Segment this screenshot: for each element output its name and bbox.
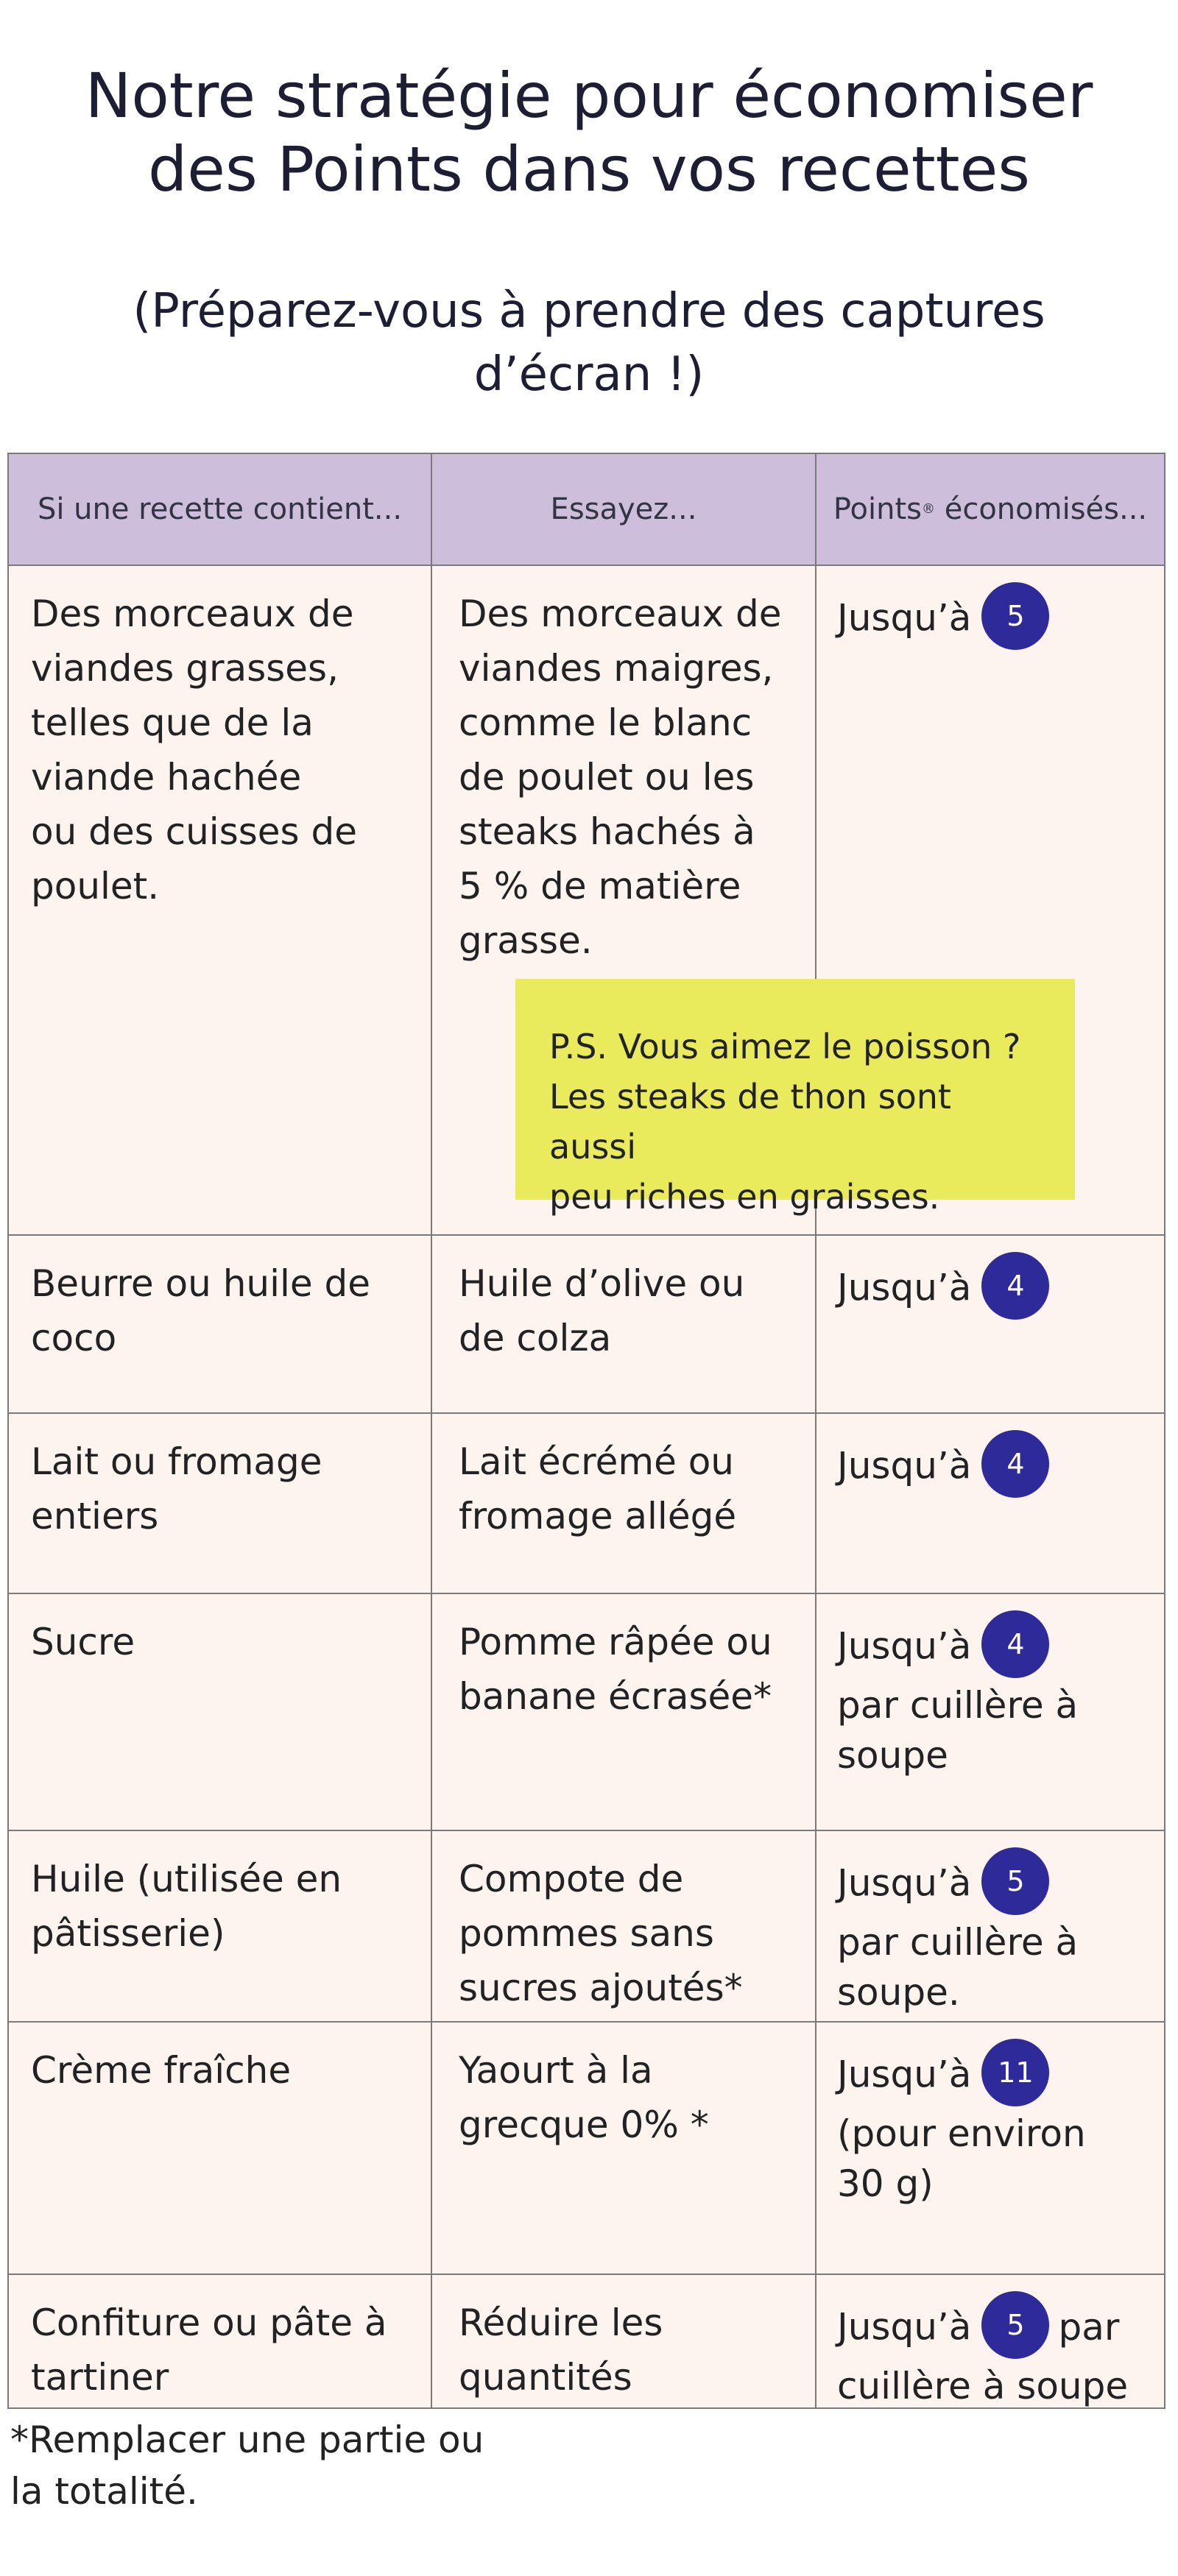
points-detail-line: soupe — [837, 1734, 948, 1777]
table-row — [9, 2023, 1165, 2275]
cell-line: Huile (utilisée en — [31, 1858, 342, 1900]
points-line — [837, 1256, 1143, 1324]
cell-line: grecque 0% * — [459, 2103, 709, 2146]
footnote-line: la totalité. — [10, 2470, 198, 2513]
cell-recipe-ingredient — [9, 2275, 432, 2409]
substitution-table — [7, 453, 1165, 2409]
cell-line: Lait écrémé ou — [459, 1440, 734, 1483]
title-line-1: Notre stratégie pour économiser — [85, 60, 1093, 132]
note-line: peu riches en graisses. — [549, 1177, 940, 1217]
cell-substitute — [432, 2023, 817, 2275]
points-badge: 5 — [981, 582, 1049, 650]
header-cell-try — [432, 454, 817, 566]
header-points-suffix: économisés... — [944, 492, 1148, 526]
table-header-row — [9, 454, 1165, 566]
points-badge: 4 — [981, 1252, 1049, 1320]
cell-line: banane écrasée* — [459, 1675, 772, 1718]
points-badge: 4 — [981, 1610, 1049, 1678]
points-detail-line: (pour environ — [837, 2112, 1086, 2155]
cell-line: fromage allégé — [459, 1495, 737, 1538]
cell-line: grasse. — [459, 919, 593, 962]
table-row — [9, 1594, 1165, 1831]
table-row — [9, 1236, 1165, 1414]
cell-line: viandes maigres, — [459, 647, 774, 690]
points-badge: 11 — [981, 2039, 1049, 2106]
cell-line: Beurre ou huile de — [31, 1262, 371, 1305]
points-detail-line: 30 g) — [837, 2162, 934, 2205]
points-line — [837, 1615, 1143, 1682]
points-line — [837, 2296, 1143, 2363]
cell-line: 5 % de matière — [459, 865, 741, 907]
header-cell-points — [817, 454, 1165, 566]
cell-line: pâtisserie) — [31, 1912, 225, 1955]
cell-recipe-ingredient — [9, 1236, 432, 1414]
cell-line: tartiner — [31, 2356, 169, 2399]
cell-recipe-ingredient — [9, 566, 432, 1236]
cell-points-saved — [817, 2023, 1165, 2275]
cell-line: de poulet ou les — [459, 756, 755, 799]
cell-line: steaks hachés à — [459, 810, 755, 853]
points-prefix: Jusqu’à — [837, 1266, 972, 1309]
points-line — [837, 2043, 1143, 2111]
subtitle-line-2: d’écran !) — [473, 347, 705, 402]
header-recipe-label: Si une recette contient... — [37, 492, 403, 526]
cell-line: viande hachée — [31, 756, 302, 799]
points-prefix: Jusqu’à — [837, 2305, 972, 2349]
cell-line: Crème fraîche — [31, 2049, 292, 2092]
cell-line: telles que de la — [31, 701, 314, 744]
cell-line: poulet. — [31, 865, 160, 907]
cell-points-saved — [817, 1831, 1165, 2023]
cell-line: pommes sans — [459, 1912, 714, 1955]
cell-line: Yaourt à la — [459, 2049, 653, 2092]
points-prefix: Jusqu’à — [837, 1444, 972, 1487]
cell-line: Confiture ou pâte à — [31, 2301, 387, 2344]
cell-recipe-ingredient — [9, 1831, 432, 2023]
points-detail-line: cuillère à soupe — [837, 2365, 1129, 2407]
points-badge: 4 — [981, 1430, 1049, 1498]
footnote-line: *Remplacer une partie ou — [10, 2418, 484, 2461]
cell-line: quantités — [459, 2356, 632, 2399]
points-badge: 5 — [981, 1847, 1049, 1915]
header-cell-recipe — [9, 454, 432, 566]
points-detail-line: soupe. — [837, 1971, 960, 2014]
table-row — [9, 1831, 1165, 2023]
header-points-label: Points — [833, 492, 922, 526]
cell-line: comme le blanc — [459, 701, 752, 744]
note-line: P.S. Vous aimez le poisson ? — [549, 1027, 1021, 1066]
cell-line: Huile d’olive ou — [459, 1262, 745, 1305]
points-line — [837, 587, 1143, 654]
cell-points-saved — [817, 1236, 1165, 1414]
cell-substitute — [432, 1831, 817, 2023]
subtitle-line-1: (Préparez-vous à prendre des captures — [133, 284, 1045, 339]
cell-line: entiers — [31, 1495, 159, 1538]
title-line-2: des Points dans vos recettes — [147, 133, 1031, 205]
cell-line: Des morceaux de — [459, 592, 782, 635]
cell-recipe-ingredient — [9, 1594, 432, 1831]
points-prefix: Jusqu’à — [837, 596, 972, 640]
points-inline-suffix: par — [1058, 2305, 1120, 2349]
cell-line: Lait ou fromage — [31, 1440, 322, 1483]
points-badge: 5 — [981, 2291, 1049, 2359]
points-prefix: Jusqu’à — [837, 1861, 972, 1905]
cell-line: Compote de — [459, 1858, 684, 1900]
points-detail-line: par cuillère à — [837, 1684, 1079, 1727]
cell-line: sucres ajoutés* — [459, 1967, 743, 2009]
note-line: Les steaks de thon sont aussi — [549, 1077, 951, 1167]
table-row — [9, 2275, 1165, 2409]
registered-mark: ® — [922, 501, 935, 517]
cell-line: Pomme râpée ou — [459, 1621, 772, 1663]
cell-line: ou des cuisses de — [31, 810, 357, 853]
cell-line: coco — [31, 1317, 117, 1359]
cell-recipe-ingredient — [9, 1414, 432, 1594]
fish-tip-note — [515, 979, 1075, 1217]
points-prefix: Jusqu’à — [837, 1624, 972, 1668]
points-line — [837, 1434, 1143, 1502]
page-title — [0, 59, 1178, 206]
footnote — [10, 2414, 526, 2517]
points-line — [837, 1852, 1143, 1919]
points-detail-line: par cuillère à — [837, 1921, 1079, 1964]
cell-line: Des morceaux de — [31, 592, 354, 635]
header-try-label: Essayez... — [550, 492, 697, 526]
cell-substitute — [432, 1414, 817, 1594]
table-row — [9, 1414, 1165, 1594]
cell-substitute — [432, 1594, 817, 1831]
page-subtitle — [0, 280, 1178, 406]
cell-recipe-ingredient — [9, 2023, 432, 2275]
points-prefix: Jusqu’à — [837, 2053, 972, 2096]
cell-points-saved — [817, 1594, 1165, 1831]
cell-line: Réduire les — [459, 2301, 663, 2344]
cell-line: viandes grasses, — [31, 647, 339, 690]
cell-substitute — [432, 1236, 817, 1414]
cell-substitute — [432, 2275, 817, 2409]
cell-line: Sucre — [31, 1621, 135, 1663]
cell-line: de colza — [459, 1317, 612, 1359]
cell-points-saved — [817, 2275, 1165, 2409]
cell-points-saved — [817, 1414, 1165, 1594]
